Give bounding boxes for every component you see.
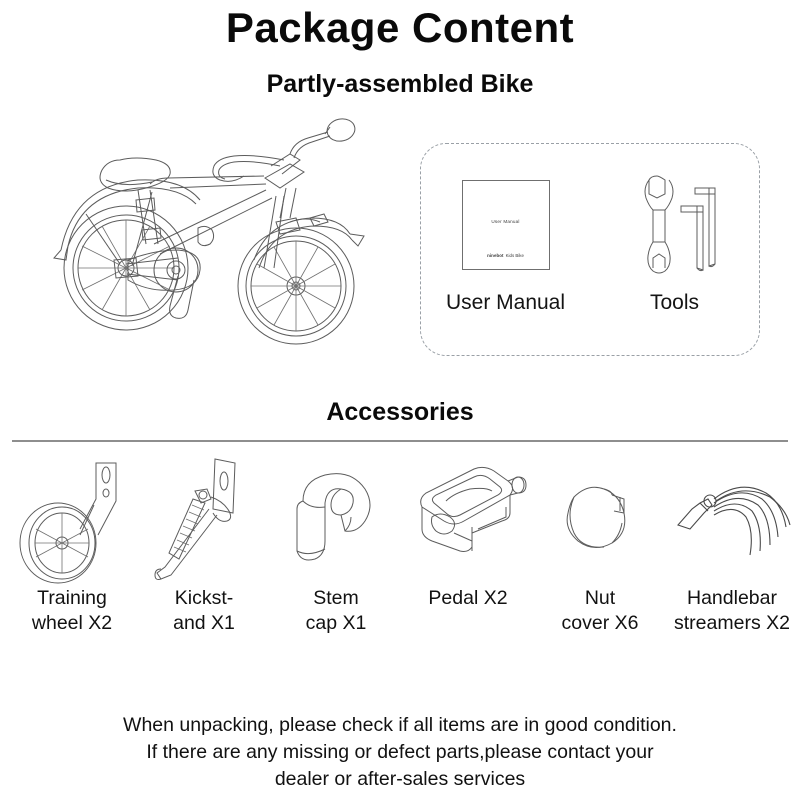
kickstand-icon <box>138 452 270 592</box>
accessory-label-line2: cover X6 <box>561 612 639 634</box>
panel-item-list <box>421 144 759 355</box>
user-manual-icon <box>462 166 550 284</box>
included-items-panel <box>420 143 760 356</box>
panel-item-user-manual <box>431 166 580 316</box>
manual-brand-name: ninebot <box>487 253 504 258</box>
accessory-label-line1: Handlebar <box>687 587 777 609</box>
accessory-handlebar-streamers <box>666 452 798 636</box>
accessory-label-line1: Kickst- <box>174 587 234 609</box>
accessory-label <box>674 586 790 636</box>
accessory-training-wheel <box>6 452 138 636</box>
accessory-label-line1: Training <box>37 587 107 609</box>
manual-cover-title: User Manual <box>491 219 520 224</box>
accessory-label <box>428 586 507 611</box>
handlebar-streamers-icon <box>666 452 798 592</box>
manual-cover <box>462 180 550 270</box>
unpacking-note-line3: dealer or after-sales services <box>274 768 526 790</box>
accessory-label-line2: streamers X2 <box>674 612 790 634</box>
panel-item-label: User Manual <box>445 291 566 314</box>
bike-illustration <box>28 118 398 358</box>
tools-icon <box>629 166 721 284</box>
training-wheel-icon <box>6 452 138 592</box>
accessory-label-line2: cap X1 <box>305 612 367 634</box>
accessory-label-line2: and X1 <box>173 612 235 634</box>
unpacking-note-line2: If there are any missing or defect parts,please contact your <box>146 741 654 763</box>
page-subtitle: Partly-assembled Bike <box>266 70 534 98</box>
unpacking-note <box>30 712 770 793</box>
accessory-kickstand <box>138 452 270 636</box>
accessory-label-line1: Stem <box>313 587 359 609</box>
accessory-label <box>306 586 367 636</box>
panel-item-tools <box>600 166 749 316</box>
manual-brand-sub: Kids Bike <box>505 253 524 258</box>
accessory-label-line1: Nut <box>584 587 616 609</box>
manual-cover-brand <box>463 253 549 258</box>
accessory-label-line2: wheel X2 <box>31 612 113 634</box>
nut-cover-icon <box>534 452 666 592</box>
accessory-label <box>562 586 639 636</box>
accessory-stem-cap <box>270 452 402 636</box>
accessories-title: Accessories <box>326 398 474 426</box>
accessory-label <box>173 586 235 636</box>
pedal-icon <box>402 452 534 592</box>
unpacking-note-line1: When unpacking, please check if all items are in good condition. <box>123 714 677 736</box>
stem-cap-icon <box>270 452 402 592</box>
accessories-list <box>6 452 794 662</box>
section-divider <box>12 440 788 442</box>
page-title: Package Content <box>225 4 575 51</box>
accessory-nut-cover <box>534 452 666 636</box>
accessory-label-line1: Pedal X2 <box>428 587 508 609</box>
accessory-pedal <box>402 452 534 611</box>
panel-item-label: Tools <box>649 291 700 314</box>
accessory-label <box>32 586 112 636</box>
